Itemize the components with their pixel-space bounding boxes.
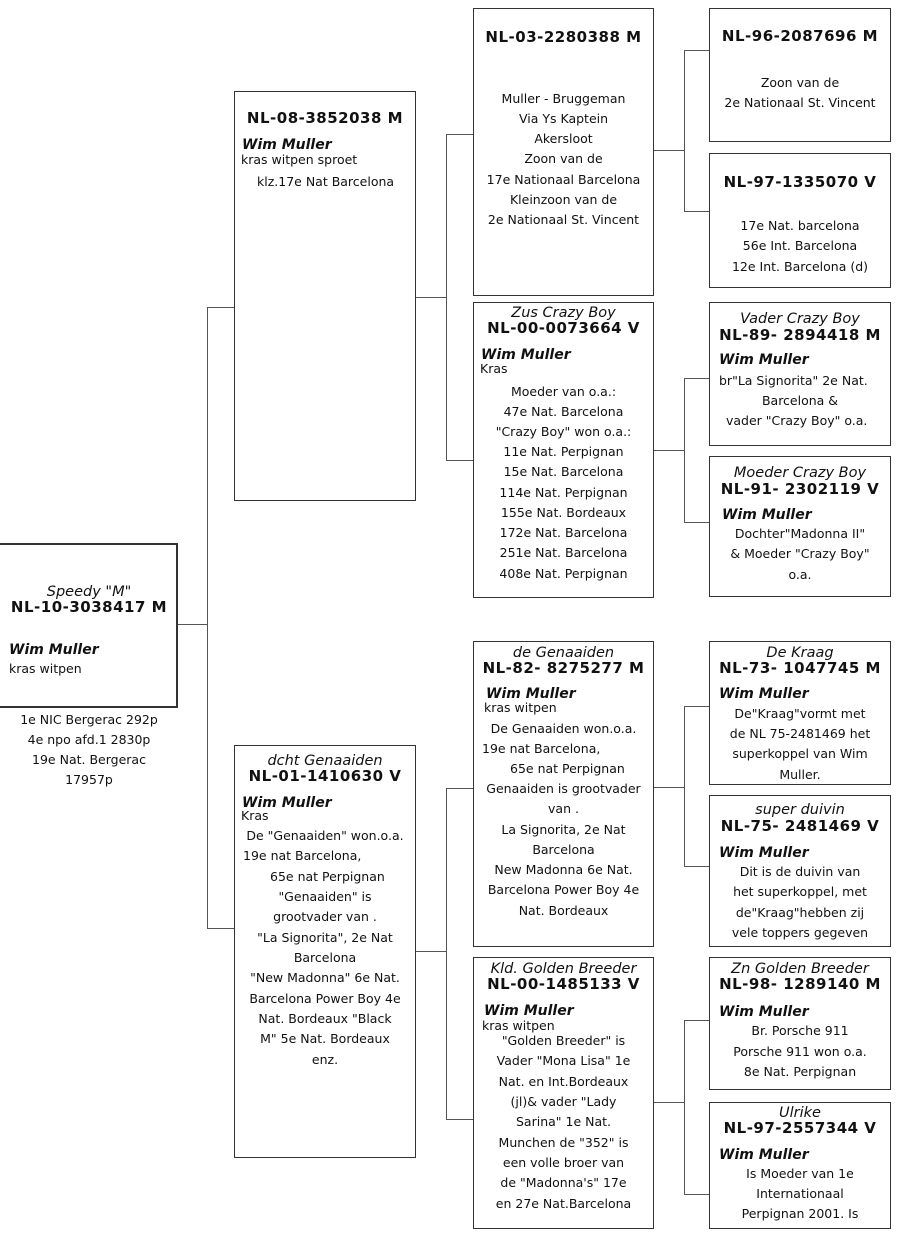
connector-line — [178, 624, 208, 625]
fmf-text-line: br"La Signorita" 2e Nat. — [719, 373, 868, 388]
mm-owner: Wim Muller — [484, 1003, 574, 1019]
mf-owner: Wim Muller — [486, 686, 576, 702]
mother-text-line: "Genaaiden" is — [278, 889, 372, 904]
fmm-owner: Wim Muller — [722, 507, 812, 523]
connector-line — [684, 1020, 685, 1195]
ffm-text-line: 56e Int. Barcelona — [742, 238, 858, 253]
fff-ring: NL-96-2087696 M — [721, 27, 879, 45]
fm-text-line: Moeder van o.a.: — [510, 384, 617, 399]
fff-text-line: 2e Nationaal St. Vincent — [724, 95, 876, 110]
connector-line — [684, 378, 685, 523]
fmm-nickname: Moeder Crazy Boy — [733, 465, 867, 481]
connector-line — [654, 150, 685, 151]
connector-line — [207, 928, 235, 929]
fmm-text-line: Dochter"Madonna II" — [734, 526, 866, 541]
connector-line — [446, 134, 447, 461]
connector-line — [416, 297, 447, 298]
mother-nickname: dcht Genaaiden — [267, 753, 383, 769]
subject-result-line: 4e npo afd.1 2830p — [27, 732, 151, 747]
mother-text-line: grootvader van . — [273, 909, 377, 924]
ff-text-line: Zoon van de — [524, 151, 603, 166]
mm-nickname: Kld. Golden Breeder — [490, 961, 637, 977]
mf-ring: NL-82- 8275277 M — [482, 659, 645, 677]
fm-text-line: 408e Nat. Perpignan — [499, 566, 628, 581]
connector-line — [446, 1119, 473, 1120]
mother-text-line: De "Genaaiden" won.o.a. — [246, 828, 404, 843]
ffm-ring: NL-97-1335070 V — [723, 173, 877, 191]
connector-line — [684, 211, 709, 212]
father-color: kras witpen sproet — [241, 152, 358, 167]
mfm-text-line: Dit is de duivin van — [739, 864, 861, 879]
ff-text-line: Akersloot — [534, 131, 593, 146]
mother-ring: NL-01-1410630 V — [248, 767, 402, 785]
connector-line — [446, 788, 473, 789]
mother-text-line: enz. — [311, 1052, 339, 1067]
mm-text-line: en 27e Nat.Barcelona — [495, 1196, 632, 1211]
mmf-nickname: Zn Golden Breeder — [731, 961, 869, 977]
fm-text-line: 11e Nat. Perpignan — [503, 444, 624, 459]
fmf-owner: Wim Muller — [719, 352, 809, 368]
mff-nickname: De Kraag — [766, 645, 834, 661]
fmf-text-line: Barcelona & — [761, 393, 839, 408]
connector-line — [684, 1194, 709, 1195]
mmf-owner: Wim Muller — [719, 1004, 809, 1020]
mother-text-line: Barcelona Power Boy 4e — [249, 991, 401, 1006]
mmm-ring: NL-97-2557344 V — [723, 1119, 877, 1137]
mother-color: Kras — [241, 808, 269, 823]
ff-text-line: 2e Nationaal St. Vincent — [487, 212, 640, 227]
mm-box — [473, 957, 654, 1229]
ff-text-line: Via Ys Kaptein — [518, 111, 609, 126]
fm-text-line: 47e Nat. Barcelona — [503, 404, 624, 419]
ff-text-line: Kleinzoon van de — [509, 192, 618, 207]
mm-text-line: de "Madonna's" 17e — [500, 1175, 627, 1190]
connector-line — [684, 1020, 709, 1021]
mmm-nickname: Ulrike — [779, 1105, 821, 1121]
connector-line — [684, 706, 685, 867]
connector-line — [207, 307, 208, 929]
father-ring: NL-08-3852038 M — [246, 109, 404, 127]
subject-result-line: 17957p — [65, 772, 113, 787]
mff-owner: Wim Muller — [719, 686, 809, 702]
mf-text-line: New Madonna 6e Nat. — [494, 862, 633, 877]
fmf-nickname: Vader Crazy Boy — [740, 311, 860, 327]
subject-result-line: 19e Nat. Bergerac — [32, 752, 146, 767]
connector-line — [416, 951, 447, 952]
mmf-text-line: 8e Nat. Perpignan — [743, 1064, 857, 1079]
ff-text-line: Muller - Bruggeman — [501, 91, 626, 106]
mfm-text-line: vele toppers gegeven — [731, 925, 869, 940]
mfm-ring: NL-75- 2481469 V — [720, 817, 880, 835]
mm-text-line: Sarina" 1e Nat. — [515, 1114, 611, 1129]
fm-ring: NL-00-0073664 V — [487, 319, 640, 337]
connector-line — [446, 460, 473, 461]
mm-text-line: Munchen de "352" is — [498, 1135, 629, 1150]
mmm-text-line: Internationaal — [756, 1186, 844, 1201]
fm-owner: Wim Muller — [481, 347, 571, 363]
ffm-text-line: 12e Int. Barcelona (d) — [731, 259, 869, 274]
fff-box — [709, 8, 891, 142]
fm-text-line: "Crazy Boy" won o.a.: — [495, 424, 632, 439]
fm-text-line: 114e Nat. Perpignan — [499, 485, 628, 500]
mm-text-line: (jl)& vader "Lady — [510, 1094, 617, 1109]
fmf-box — [709, 302, 891, 446]
fmm-text-line: o.a. — [788, 567, 812, 582]
ffm-box — [709, 153, 891, 288]
fmf-text-line: vader "Crazy Boy" o.a. — [726, 413, 868, 428]
mm-text-line: Nat. en Int.Bordeaux — [498, 1074, 629, 1089]
mf-text-line: 65e nat Perpignan — [510, 761, 625, 776]
mmm-box — [709, 1102, 891, 1229]
mf-text-line: Barcelona Power Boy 4e — [487, 882, 640, 897]
mfm-owner: Wim Muller — [719, 845, 809, 861]
subject-owner: Wim Muller — [9, 642, 99, 658]
mf-text-line: Nat. Bordeaux — [518, 903, 609, 918]
connector-line — [654, 450, 685, 451]
father-box — [234, 91, 416, 501]
mother-owner: Wim Muller — [242, 795, 332, 811]
ff-text-line: 17e Nationaal Barcelona — [486, 172, 641, 187]
father-owner: Wim Muller — [242, 137, 332, 153]
fm-nickname: Zus Crazy Boy — [511, 305, 616, 321]
subject-color: kras witpen — [9, 661, 82, 676]
mm-text-line: Vader "Mona Lisa" 1e — [496, 1053, 631, 1068]
connector-line — [684, 706, 709, 707]
mm-color: kras witpen — [482, 1018, 555, 1033]
connector-line — [684, 866, 709, 867]
connector-line — [684, 522, 709, 523]
mff-text-line: de NL 75-2481469 het — [729, 726, 871, 741]
mf-text-line: De Genaaiden won.o.a. — [490, 721, 637, 736]
mf-text-line: La Signorita, 2e Nat — [501, 822, 626, 837]
mf-text-line: Barcelona — [532, 842, 595, 857]
fm-text-line: 251e Nat. Barcelona — [499, 545, 628, 560]
fmm-box — [709, 456, 891, 597]
connector-line — [654, 1102, 685, 1103]
ffm-text-line: 17e Nat. barcelona — [740, 218, 860, 233]
mff-ring: NL-73- 1047745 M — [719, 659, 881, 677]
mff-text-line: superkoppel van Wim — [732, 746, 868, 761]
mm-ring: NL-00-1485133 V — [487, 975, 640, 993]
mmm-text-line: Is Moeder van 1e — [746, 1166, 854, 1181]
mmm-owner: Wim Muller — [719, 1147, 809, 1163]
fm-text-line: 15e Nat. Barcelona — [503, 464, 624, 479]
fmm-ring: NL-91- 2302119 V — [720, 480, 880, 498]
ff-ring: NL-03-2280388 M — [485, 28, 642, 46]
mother-box — [234, 745, 416, 1158]
fff-text-line: Zoon van de — [760, 75, 840, 90]
mf-text-line: Genaaiden is grootvader — [486, 781, 641, 796]
fm-text-line: 172e Nat. Barcelona — [499, 525, 628, 540]
mff-text-line: De"Kraag"vormt met — [734, 706, 866, 721]
mm-text-line: een volle broer van — [502, 1155, 625, 1170]
fmm-text-line: & Moeder "Crazy Boy" — [730, 546, 870, 561]
mff-text-line: Muller. — [779, 767, 821, 782]
mff-box — [709, 641, 891, 785]
connector-line — [446, 134, 473, 135]
mother-text-line: Nat. Bordeaux "Black — [258, 1011, 392, 1026]
mother-text-line: 19e nat Barcelona, — [243, 848, 362, 863]
mmf-ring: NL-98- 1289140 M — [719, 975, 881, 993]
connector-line — [684, 378, 709, 379]
mf-nickname: de Genaaiden — [512, 645, 615, 661]
mf-text-line: 19e nat Barcelona, — [482, 741, 601, 756]
subject-result-line: 1e NIC Bergerac 292p — [20, 712, 158, 727]
mmf-box — [709, 957, 891, 1090]
mmf-text-line: Porsche 911 won o.a. — [733, 1044, 867, 1059]
connector-line — [654, 787, 685, 788]
mfm-box — [709, 795, 891, 947]
connector-line — [684, 50, 685, 212]
mmf-text-line: Br. Porsche 911 — [751, 1023, 849, 1038]
mf-color: kras witpen — [484, 700, 557, 715]
father-note: klz.17e Nat Barcelona — [257, 174, 395, 189]
connector-line — [207, 307, 235, 308]
connector-line — [446, 788, 447, 1120]
mother-text-line: Barcelona — [293, 950, 357, 965]
mmm-text-line: Perpignan 2001. Is — [741, 1206, 859, 1221]
connector-line — [684, 50, 709, 51]
mfm-nickname: super duivin — [755, 802, 845, 818]
mfm-text-line: het superkoppel, met — [733, 884, 867, 899]
mm-text-line: "Golden Breeder" is — [501, 1033, 626, 1048]
fm-box — [473, 302, 654, 598]
fm-color: Kras — [480, 361, 508, 376]
mf-text-line: van . — [548, 801, 579, 816]
ff-box — [473, 8, 654, 296]
subject-box — [0, 543, 178, 708]
fmf-ring: NL-89- 2894418 M — [719, 326, 881, 344]
mfm-text-line: de"Kraag"hebben zij — [735, 905, 865, 920]
subject-nickname: Speedy "M" — [46, 584, 132, 600]
mother-text-line: "New Madonna" 6e Nat. — [250, 970, 400, 985]
mother-text-line: "La Signorita", 2e Nat — [257, 930, 393, 945]
mother-text-line: 65e nat Perpignan — [270, 869, 385, 884]
subject-ring: NL-10-3038417 M — [10, 598, 168, 616]
mf-box — [473, 641, 654, 947]
mother-text-line: M" 5e Nat. Bordeaux — [260, 1031, 390, 1046]
fm-text-line: 155e Nat. Bordeaux — [500, 505, 627, 520]
